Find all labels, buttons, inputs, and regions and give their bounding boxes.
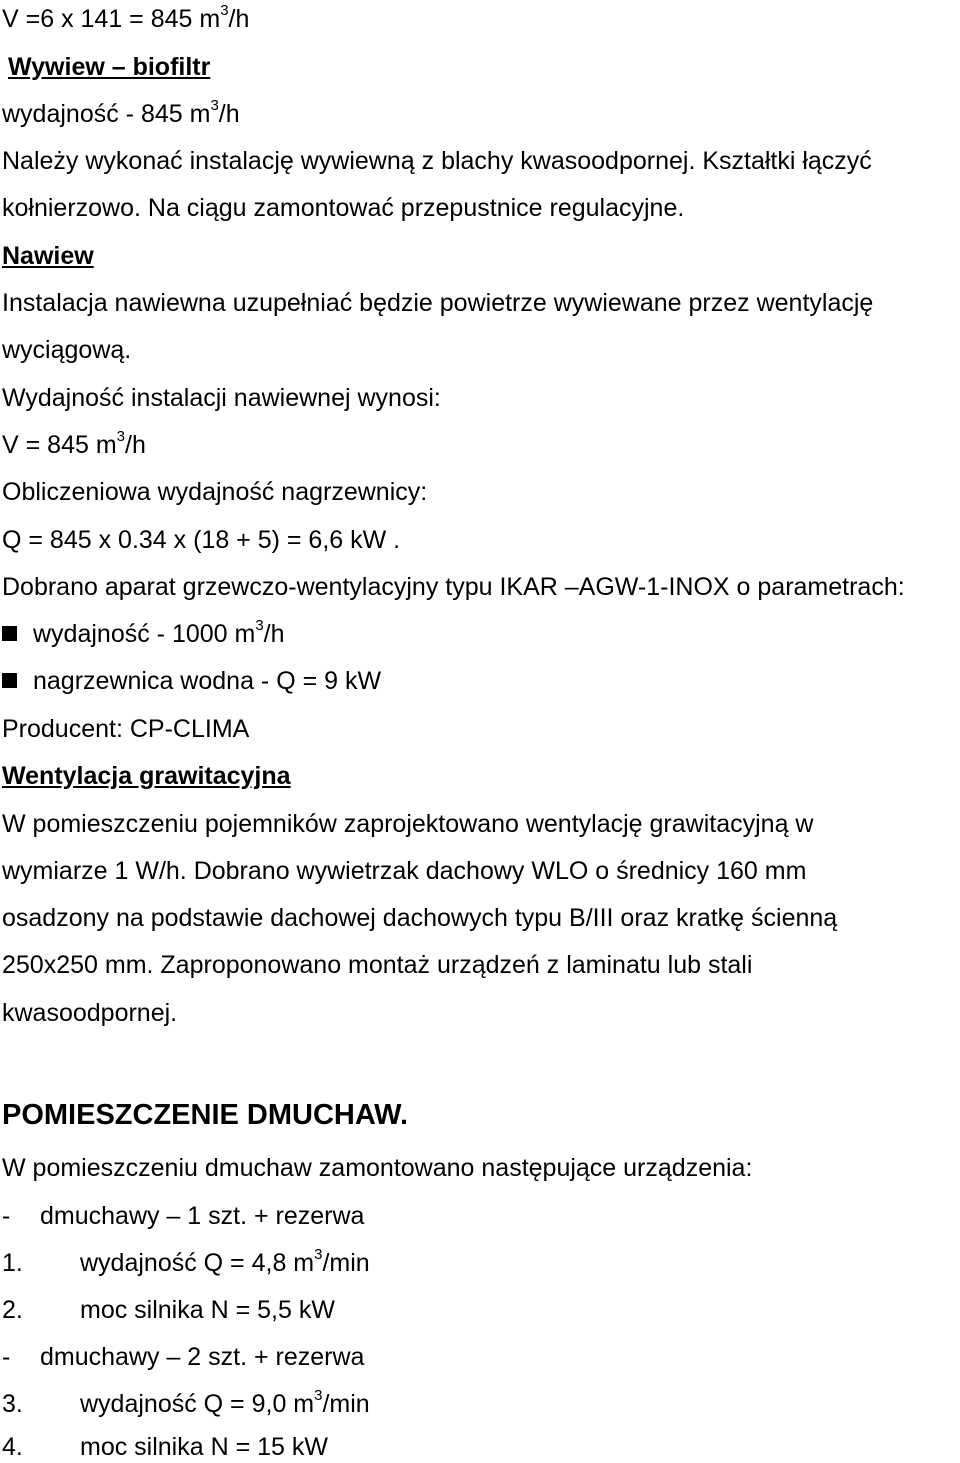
paragraph-line: Instalacja nawiewna uzupełniać będzie powietrze wywiewane przez wentylację [2,289,874,317]
unit-text: /min [322,1390,370,1418]
bullet-text: wydajność - 1000 m [33,620,256,648]
list-item [2,1295,335,1325]
list-item [2,1432,328,1462]
superscript: 3 [314,1386,323,1404]
paragraph-line: wymiarze 1 W/h. Dobrano wywietrzak dachowy WLO o średnicy 160 mm [2,857,807,885]
unit-text: /h [263,620,285,648]
unit-text: /h [218,100,240,128]
superscript: 3 [210,96,219,114]
unit-text: /min [322,1249,370,1277]
paragraph-line: Należy wykonać instalację wywiewną z blachy kwasoodpornej. Kształtki łączyć [2,147,872,175]
list-item [2,1245,370,1278]
list-item [2,1342,364,1372]
superscript: 3 [314,1245,323,1263]
paragraph-line: W pomieszczeniu pojemników zaprojektowano wentylację grawitacyjną w [2,810,814,838]
exhaust-capacity [2,96,240,129]
unit-text: /h [125,431,146,459]
list-item-text: moc silnika N = 15 kW [80,1433,328,1461]
unit-text: /h [228,5,250,33]
heater-formula: Q = 845 x 0.34 x (18 + 5) = 6,6 kW . [2,526,401,554]
list-item-text: moc silnika N = 5,5 kW [80,1296,335,1324]
exhaust-capacity-text: wydajność - 845 m [2,100,211,128]
paragraph-line: Dobrano aparat grzewczo-wentylacyjny typu IKAR –AGW-1-INOX o parametrach: [2,573,905,601]
list-marker: - [2,1343,11,1371]
volume-formula [2,1,250,34]
section-heading-wywiew: Wywiew – biofiltr [8,53,211,81]
section-heading-wentylacja-grawitacyjna: Wentylacja grawitacyjna [2,762,291,790]
list-item-text: wydajność Q = 4,8 m [80,1249,315,1277]
supply-volume-formula [2,427,146,460]
list-item [2,1386,370,1419]
paragraph-line: osadzony na podstawie dachowej dachowych typu B/III oraz kratkę ścienną [2,904,838,932]
supply-volume-text: V = 845 m [2,431,117,459]
section-heading-nawiew: Nawiew [2,242,94,270]
paragraph-line: Obliczeniowa wydajność nagrzewnicy: [2,478,428,506]
superscript: 3 [116,427,125,445]
list-item-text: dmuchawy – 2 szt. + rezerwa [40,1343,365,1371]
list-marker: 4. [2,1433,23,1461]
paragraph-line: Wydajność instalacji nawiewnej wynosi: [2,384,441,412]
square-bullet-icon [2,626,17,641]
bullet-text: nagrzewnica wodna - Q = 9 kW [33,667,382,695]
bullet-item [2,666,381,696]
producer-line: Producent: CP-CLIMA [2,715,250,743]
list-marker: 2. [2,1296,23,1324]
bullet-item [2,616,285,649]
square-bullet-icon [2,673,17,688]
paragraph-line: 250x250 mm. Zaproponowano montaż urządzeń z laminatu lub stali [2,951,753,979]
list-marker: - [2,1202,11,1230]
volume-formula-text: V =6 x 141 = 845 m [2,5,221,33]
list-item [2,1201,364,1231]
list-marker: 3. [2,1390,23,1418]
list-item-text: dmuchawy – 1 szt. + rezerwa [40,1202,365,1230]
list-marker: 1. [2,1249,23,1277]
superscript: 3 [255,616,264,634]
paragraph-line: wyciągową. [2,336,132,364]
list-item-text: wydajność Q = 9,0 m [80,1390,315,1418]
paragraph-line: kołnierzowo. Na ciągu zamontować przepustnice regulacyjne. [2,194,685,222]
superscript: 3 [220,1,229,19]
section-heading-pomieszczenie-dmuchaw: POMIESZCZENIE DMUCHAW. [2,1099,409,1131]
paragraph-line: kwasoodpornej. [2,999,178,1027]
paragraph-line: W pomieszczeniu dmuchaw zamontowano następujące urządzenia: [2,1154,753,1182]
